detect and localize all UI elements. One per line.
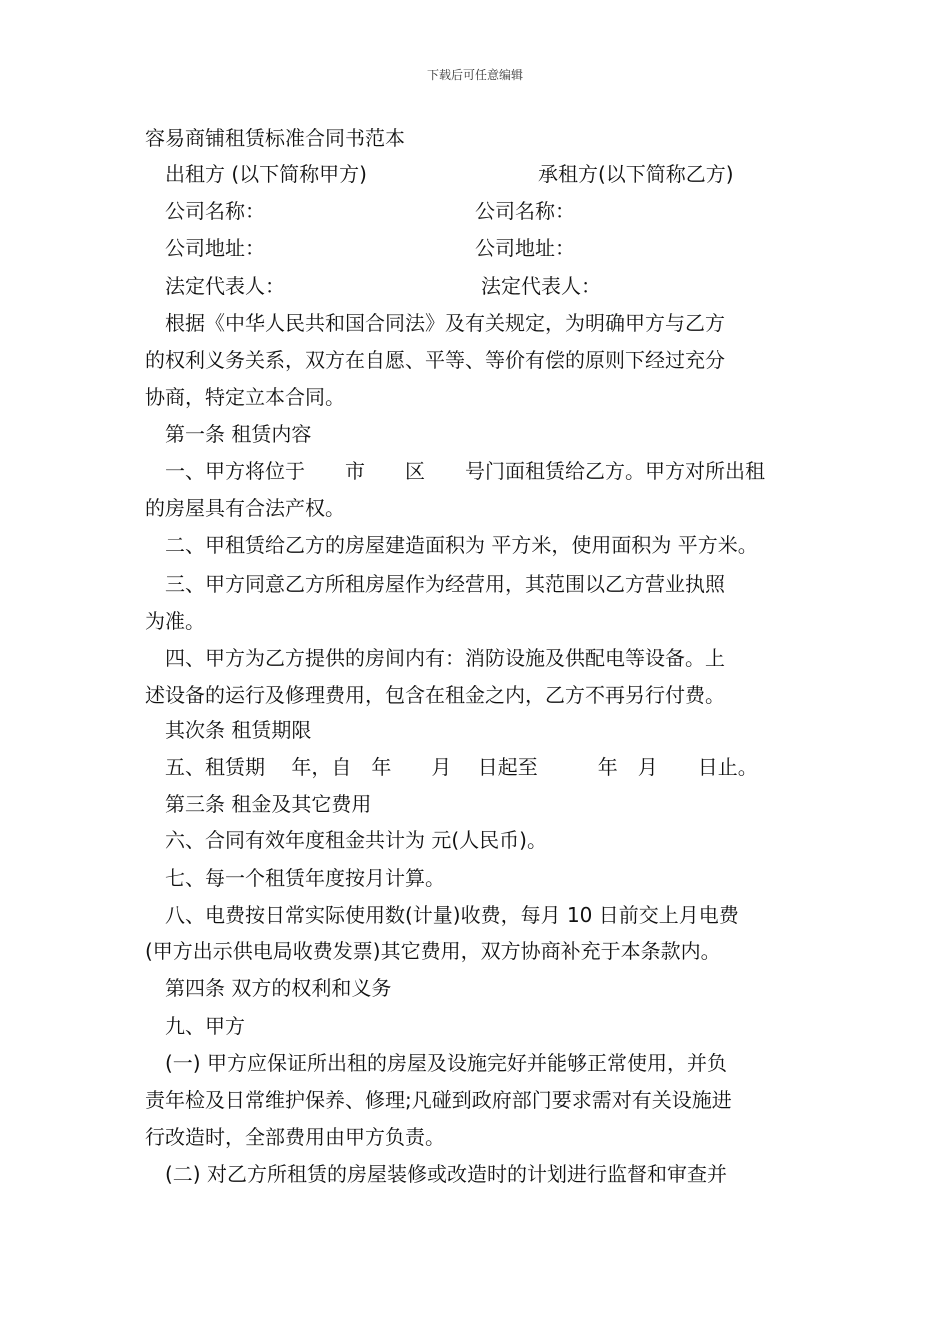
lessee-company-name-label: 公司名称： <box>475 199 575 223</box>
document-title: 容易商铺租赁标准合同书范本 <box>145 126 405 150</box>
article-heading: 第一条 租赁内容 <box>165 422 312 446</box>
lessor-legal-rep-label: 法定代表人： <box>165 274 285 298</box>
clause-line: 四、甲方为乙方提供的房间内有：消防设施及供配电等设备。上 <box>165 646 725 670</box>
clause-line: 的房屋具有合法产权。 <box>145 496 345 520</box>
preamble-line: 的权利义务关系，双方在自愿、平等、等价有偿的原则下经过充分 <box>145 348 725 372</box>
clause-line: 述设备的运行及修理费用，包含在租金之内，乙方不再另行付费。 <box>145 683 725 707</box>
preamble-line: 协商，特定立本合同。 <box>145 385 345 409</box>
lessor-company-name-label: 公司名称： <box>165 199 265 223</box>
article-heading: 第三条 租金及其它费用 <box>165 792 372 816</box>
clause-line: (二) 对乙方所租赁的房屋装修或改造时的计划进行监督和审查并 <box>165 1162 727 1186</box>
party-row <box>145 156 810 192</box>
clause-line: 七、每一个租赁年度按月计算。 <box>165 866 445 890</box>
clause-line: 为准。 <box>145 609 205 633</box>
lessee-label: 承租方(以下简称乙方) <box>538 162 734 186</box>
clause-line: 九、甲方 <box>165 1014 245 1038</box>
lessee-company-address-label: 公司地址： <box>475 236 575 260</box>
header-note: 下载后可任意编辑 <box>426 68 523 82</box>
clause-line: (甲方出示供电局收费发票)其它费用，双方协商补充于本条款内。 <box>145 939 721 963</box>
article-heading: 其次条 租赁期限 <box>165 718 312 742</box>
clause-line: 一、甲方将位于 市 区 号门面租赁给乙方。甲方对所出租 <box>165 459 765 483</box>
clause-line: 责年检及日常维护保养、修理;凡碰到政府部门要求需对有关设施进 <box>145 1088 732 1112</box>
clause-line: 三、甲方同意乙方所租房屋作为经营用，其范围以乙方营业执照 <box>165 572 725 596</box>
lessor-label: 出租方 (以下简称甲方) <box>165 162 367 186</box>
preamble-line: 根据《中华人民共和国合同法》及有关规定，为明确甲方与乙方 <box>165 311 725 335</box>
clause-line: 六、合同有效年度租金共计为 元(人民币)。 <box>165 828 547 852</box>
clause-line: 二、甲租赁给乙方的房屋建造面积为 平方米，使用面积为 平方米。 <box>165 533 758 557</box>
legal-rep-row <box>145 268 810 304</box>
lessor-company-address-label: 公司地址： <box>165 236 265 260</box>
clause-line: (一) 甲方应保证所出租的房屋及设施完好并能够正常使用，并负 <box>165 1051 727 1075</box>
clause-line: 八、电费按日常实际使用数(计量)收费，每月 10 日前交上月电费 <box>165 903 739 927</box>
clause-line: 行改造时，全部费用由甲方负责。 <box>145 1125 445 1149</box>
clause-line: 五、租赁期 年，自 年 月 日起至 年 月 日止。 <box>165 755 758 779</box>
company-name-row <box>145 193 810 229</box>
article-heading: 第四条 双方的权利和义务 <box>165 976 392 1000</box>
company-address-row <box>145 230 810 266</box>
lessee-legal-rep-label: 法定代表人： <box>481 274 601 298</box>
